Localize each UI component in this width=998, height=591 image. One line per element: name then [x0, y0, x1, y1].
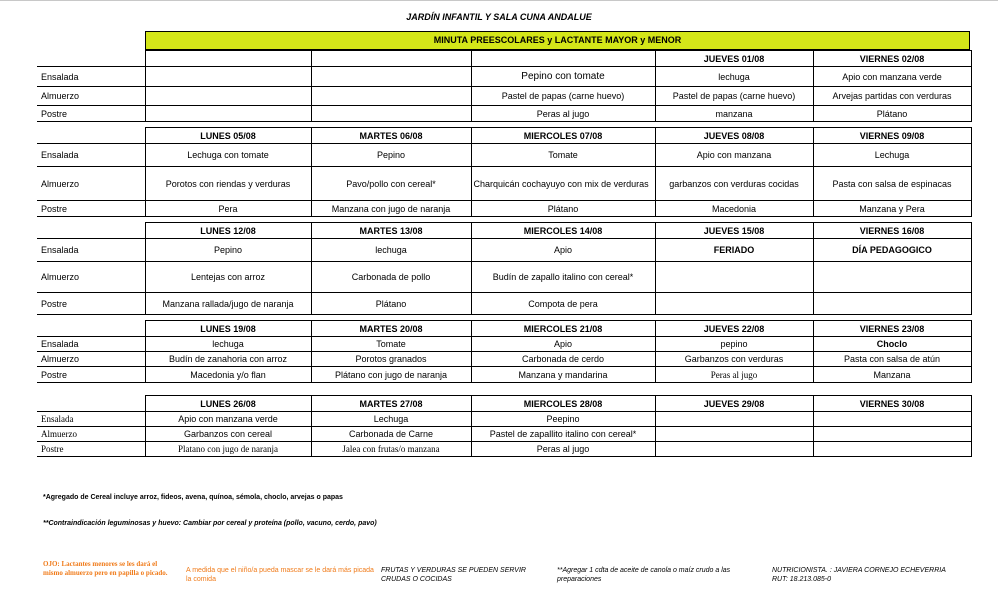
almuerzo-row [37, 87, 971, 106]
meal-cell: Plátano [311, 293, 471, 315]
meal-cell: Pepino [311, 144, 471, 167]
day-header [145, 51, 311, 67]
cereal-note: *Agregado de Cereal incluye arroz, fideos, avena, quínoa, sémola, choclo, arvejas o papas [43, 494, 343, 501]
meal-cell: Lechuga con tomate [145, 144, 311, 167]
meal-cell: Pepino [145, 239, 311, 262]
day-header: LUNES 12/08 [145, 223, 311, 239]
meal-cell: Apio [471, 337, 655, 352]
meal-cell: Lentejas con arroz [145, 262, 311, 293]
meal-cell: Pera [145, 201, 311, 217]
meal-cell: Pepino con tomate [471, 67, 655, 87]
meal-cell [813, 442, 971, 457]
day-header [311, 51, 471, 67]
day-header: MARTES 27/08 [311, 396, 471, 412]
footer-nutritionist [772, 566, 992, 584]
ensalada-row [37, 337, 971, 352]
row-label: Almuerzo [37, 262, 145, 293]
day-header: VIERNES 30/08 [813, 396, 971, 412]
week-5-header-row [37, 396, 971, 412]
week-1-header-row [37, 51, 971, 67]
meal-cell: Pastel de papas (carne huevo) [471, 87, 655, 106]
postre-row [37, 367, 971, 383]
row-label: Postre [37, 442, 145, 457]
meal-cell: Plátano [813, 106, 971, 122]
contraindication-note: **Contraindicación leguminosas y huevo: Cambiar por cereal y proteína (pollo, vacuno, cerdo, pavo) [43, 520, 377, 527]
meal-cell: Pasta con salsa de espinacas [813, 167, 971, 201]
meal-cell [655, 262, 813, 293]
meal-cell [813, 293, 971, 315]
week-2-header-row [37, 128, 971, 144]
almuerzo-row [37, 427, 971, 442]
meal-cell [813, 412, 971, 427]
day-header: JUEVES 15/08 [655, 223, 813, 239]
day-header: MARTES 20/08 [311, 321, 471, 337]
meal-cell [655, 427, 813, 442]
meal-cell: Tomate [311, 337, 471, 352]
meal-cell [813, 427, 971, 442]
row-label: Ensalada [37, 67, 145, 87]
nutritionist-name: NUTRICIONISTA. : JAVIERA CORNEJO ECHEVERRIA [772, 567, 946, 574]
meal-cell: pepino [655, 337, 813, 352]
meal-cell: Charquicán cochayuyo con mix de verduras [471, 167, 655, 201]
meal-cell: lechuga [655, 67, 813, 87]
meal-cell: Manzana y mandarina [471, 367, 655, 383]
week-2-table [37, 127, 972, 217]
meal-cell: Apio con manzana verde [813, 67, 971, 87]
row-label: Ensalada [37, 239, 145, 262]
footer-fruits-note: FRUTAS Y VERDURAS SE PUEDEN SERVIR CRUDAS O COCIDAS [381, 567, 526, 583]
row-label: Ensalada [37, 337, 145, 352]
row-label: Ensalada [37, 412, 145, 427]
row-label: Almuerzo [37, 427, 145, 442]
almuerzo-row [37, 167, 971, 201]
row-label: Ensalada [37, 144, 145, 167]
top-border-line [0, 0, 998, 1]
meal-cell: Apio con manzana verde [145, 412, 311, 427]
meal-cell: Plátano con jugo de naranja [311, 367, 471, 383]
meal-cell: Arvejas partidas con verduras [813, 87, 971, 106]
meal-cell: Manzana y Pera [813, 201, 971, 217]
meal-cell: Macedonia y/o flan [145, 367, 311, 383]
meal-cell: Manzana rallada/jugo de naranja [145, 293, 311, 315]
meal-cell: Apio [471, 239, 655, 262]
meal-cell: Pavo/pollo con cereal* [311, 167, 471, 201]
day-header: VIERNES 02/08 [813, 51, 971, 67]
meal-cell: Lechuga [813, 144, 971, 167]
day-header: JUEVES 08/08 [655, 128, 813, 144]
postre-row [37, 201, 971, 217]
ensalada-row [37, 144, 971, 167]
day-header: MARTES 13/08 [311, 223, 471, 239]
row-label: Postre [37, 106, 145, 122]
day-header: LUNES 05/08 [145, 128, 311, 144]
almuerzo-row [37, 352, 971, 367]
day-header: MARTES 06/08 [311, 128, 471, 144]
page-title: JARDÍN INFANTIL Y SALA CUNA ANDALUE [406, 12, 592, 22]
day-header: MIERCOLES 14/08 [471, 223, 655, 239]
row-label: Almuerzo [37, 352, 145, 367]
day-header: MIERCOLES 28/08 [471, 396, 655, 412]
day-header: VIERNES 09/08 [813, 128, 971, 144]
week-3-header-row [37, 223, 971, 239]
meal-cell: Pastel de papas (carne huevo) [655, 87, 813, 106]
week-4-header-row [37, 321, 971, 337]
week-4-table [37, 320, 972, 383]
meal-cell: Tomate [471, 144, 655, 167]
meal-cell: Budín de zanahoria con arroz [145, 352, 311, 367]
meal-cell [311, 106, 471, 122]
almuerzo-row [37, 262, 971, 293]
meal-cell [145, 106, 311, 122]
meal-cell: Peepino [471, 412, 655, 427]
meal-cell: Choclo [813, 337, 971, 352]
meal-cell: Macedonia [655, 201, 813, 217]
ensalada-row [37, 67, 971, 87]
meal-cell: Budín de zapallo italino con cereal* [471, 262, 655, 293]
nutritionist-rut: RUT: 18.213.085-0 [772, 576, 832, 583]
meal-cell: Manzana con jugo de naranja [311, 201, 471, 217]
week-3-table [37, 222, 972, 315]
ensalada-row [37, 412, 971, 427]
meal-cell [311, 67, 471, 87]
meal-cell: Pasta con salsa de atún [813, 352, 971, 367]
day-header: VIERNES 23/08 [813, 321, 971, 337]
meal-cell: Lechuga [311, 412, 471, 427]
footer-chewing-note: A medida que el niño/a pueda mascar se le dará más picada la comida [186, 567, 374, 583]
meal-cell: lechuga [145, 337, 311, 352]
meal-cell: lechuga [311, 239, 471, 262]
meal-cell [145, 87, 311, 106]
meal-cell: Compota de pera [471, 293, 655, 315]
postre-row [37, 106, 971, 122]
pedagogical-day-cell: DÍA PEDAGOGICO [813, 239, 971, 262]
week-5-table [37, 395, 972, 457]
ensalada-row [37, 239, 971, 262]
meal-cell [813, 262, 971, 293]
postre-row [37, 293, 971, 315]
day-header: MIERCOLES 07/08 [471, 128, 655, 144]
meal-cell: Peras al jugo [471, 442, 655, 457]
meal-cell: Platano con jugo de naranja [145, 442, 311, 457]
menu-banner: MINUTA PREESCOLARES y LACTANTE MAYOR y MENOR [145, 31, 970, 50]
meal-cell: Porotos con riendas y verduras [145, 167, 311, 201]
postre-row [37, 442, 971, 457]
row-label: Postre [37, 367, 145, 383]
day-header: MIERCOLES 21/08 [471, 321, 655, 337]
week-1-table [37, 50, 972, 122]
meal-cell: Peras al jugo [655, 367, 813, 383]
meal-cell: manzana [655, 106, 813, 122]
day-header: JUEVES 29/08 [655, 396, 813, 412]
day-header [471, 51, 655, 67]
meal-cell [655, 442, 813, 457]
meal-cell: Pastel de zapallito italino con cereal* [471, 427, 655, 442]
row-label: Almuerzo [37, 87, 145, 106]
day-header: VIERNES 16/08 [813, 223, 971, 239]
meal-cell [145, 67, 311, 87]
meal-cell: Apio con manzana [655, 144, 813, 167]
meal-cell: garbanzos con verduras cocidas [655, 167, 813, 201]
footer-oil-note: **Agregar 1 cdta de aceite de canola o maíz crudo a las preparaciones [557, 567, 731, 583]
day-header: LUNES 19/08 [145, 321, 311, 337]
meal-cell: Carbonada de cerdo [471, 352, 655, 367]
meal-cell: Carbonada de pollo [311, 262, 471, 293]
meal-cell [655, 412, 813, 427]
day-header: JUEVES 01/08 [655, 51, 813, 67]
meal-cell: Jalea con frutas/o manzana [311, 442, 471, 457]
row-label: Postre [37, 293, 145, 315]
holiday-cell: FERIADO [655, 239, 813, 262]
meal-cell [311, 87, 471, 106]
meal-cell: Plátano [471, 201, 655, 217]
meal-cell: Carbonada de Carne [311, 427, 471, 442]
meal-cell: Garbanzos con cereal [145, 427, 311, 442]
meal-cell: Peras al jugo [471, 106, 655, 122]
row-label: Almuerzo [37, 167, 145, 201]
row-label: Postre [37, 201, 145, 217]
meal-cell [655, 293, 813, 315]
meal-cell: Manzana [813, 367, 971, 383]
day-header: LUNES 26/08 [145, 396, 311, 412]
meal-cell: Garbanzos con verduras [655, 352, 813, 367]
meal-cell: Porotos granados [311, 352, 471, 367]
footer-lactantes-note: OJO: Lactantes menores se les dará el mismo almuerzo pero en papilla o picado. [43, 560, 168, 577]
day-header: JUEVES 22/08 [655, 321, 813, 337]
